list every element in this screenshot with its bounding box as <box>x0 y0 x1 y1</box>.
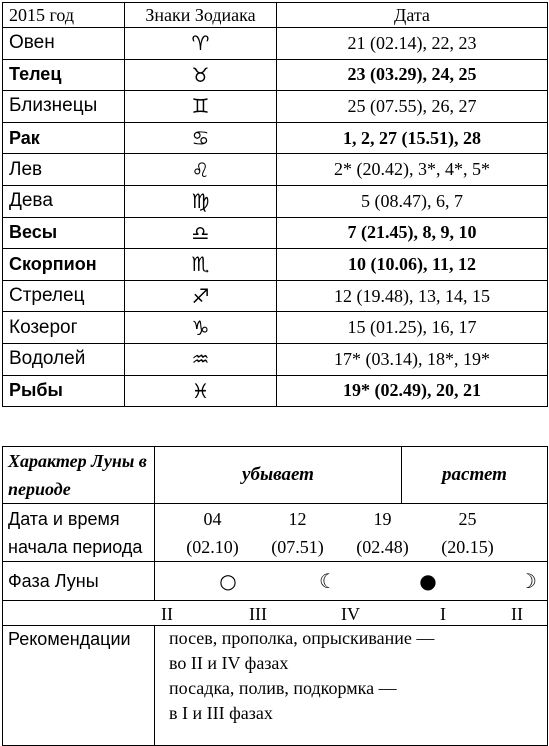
zodiac-row-pisces <box>3 375 548 407</box>
dates-label-line2: начала периода <box>8 536 143 557</box>
capricorn-icon: ♑︎ <box>125 312 277 344</box>
zodiac-row-gemini <box>3 91 548 123</box>
period-day-1: 04 <box>203 508 222 529</box>
sign-name: Близнецы <box>3 91 125 123</box>
dates-values <box>155 504 548 562</box>
sign-name: Скорпион <box>3 249 125 281</box>
aries-icon: ♈︎ <box>125 28 277 60</box>
zodiac-row-scorpio <box>3 249 548 281</box>
virgo-icon: ♍︎ <box>125 185 277 217</box>
moon-quarter-row <box>3 601 548 626</box>
sign-name: Стрелец <box>3 280 125 312</box>
header-date: Дата <box>277 3 548 28</box>
sign-name: Овен <box>3 28 125 60</box>
phase-values <box>155 562 548 601</box>
waning-crescent-icon: ☾ <box>319 569 337 593</box>
quarter-3: IV <box>341 604 360 624</box>
moon-waning: убывает <box>155 447 402 504</box>
zodiac-row-sagittarius <box>3 280 548 312</box>
period-time-3: (02.48) <box>356 536 409 557</box>
period-time-2: (07.51) <box>271 536 324 557</box>
zodiac-row-taurus <box>3 59 548 91</box>
taurus-icon: ♉︎ <box>125 59 277 91</box>
moon-recommendations-row <box>3 626 548 746</box>
leo-icon: ♌︎ <box>125 154 277 186</box>
sign-name: Дева <box>3 185 125 217</box>
header-year: 2015 год <box>3 3 125 28</box>
gemini-icon: ♊︎ <box>125 91 277 123</box>
zodiac-row-capricorn <box>3 312 548 344</box>
moon-character-label: Характер Луны в периоде <box>3 447 155 504</box>
sign-dates: 21 (02.14), 22, 23 <box>277 28 548 60</box>
zodiac-table <box>2 2 548 407</box>
sign-dates: 12 (19.48), 13, 14, 15 <box>277 280 548 312</box>
sign-name: Телец <box>3 59 125 91</box>
dates-label-line1: Дата и время <box>8 508 120 529</box>
dates-label <box>3 504 155 562</box>
quarter-values <box>3 601 548 626</box>
sign-dates: 15 (01.25), 16, 17 <box>277 312 548 344</box>
cancer-icon: ♋︎ <box>125 122 277 154</box>
zodiac-row-aries <box>3 28 548 60</box>
moon-table <box>2 446 548 746</box>
period-date-4 <box>425 505 510 561</box>
sagittarius-icon: ♐︎ <box>125 280 277 312</box>
quarter-4: I <box>440 604 446 624</box>
sign-dates: 1, 2, 27 (15.51), 28 <box>277 122 548 154</box>
zodiac-row-virgo <box>3 185 548 217</box>
recommendation-line-1: посев, прополка, опрыскивание — <box>169 628 435 648</box>
waxing-crescent-icon: ☽ <box>519 569 537 593</box>
recommendation-line-4: в I и III фазах <box>169 703 273 723</box>
period-time-4: (20.15) <box>441 536 494 557</box>
libra-icon: ♎︎ <box>125 217 277 249</box>
zodiac-row-leo <box>3 154 548 186</box>
zodiac-row-libra <box>3 217 548 249</box>
sign-dates: 10 (10.06), 11, 12 <box>277 249 548 281</box>
quarter-2: III <box>249 604 267 624</box>
sign-name: Водолей <box>3 343 125 375</box>
sign-name: Весы <box>3 217 125 249</box>
sign-name: Рыбы <box>3 375 125 407</box>
sign-dates: 2* (20.42), 3*, 4*, 5* <box>277 154 548 186</box>
quarter-5: II <box>511 604 523 624</box>
quarter-1: II <box>161 604 173 624</box>
sign-name: Лев <box>3 154 125 186</box>
zodiac-row-aquarius <box>3 343 548 375</box>
period-day-4: 25 <box>458 508 477 529</box>
zodiac-row-cancer <box>3 122 548 154</box>
sign-dates: 25 (07.55), 26, 27 <box>277 91 548 123</box>
scorpio-icon: ♏︎ <box>125 249 277 281</box>
sign-dates: 19* (02.49), 20, 21 <box>277 375 548 407</box>
sign-dates: 23 (03.29), 24, 25 <box>277 59 548 91</box>
aquarius-icon: ♒︎ <box>125 343 277 375</box>
pisces-icon: ♓︎ <box>125 375 277 407</box>
moon-character-row <box>3 447 548 504</box>
zodiac-table-body <box>3 3 548 407</box>
full-moon-icon: ○ <box>219 569 237 593</box>
sign-dates: 7 (21.45), 8, 9, 10 <box>277 217 548 249</box>
period-date-3 <box>340 505 425 561</box>
recommendations-label: Рекомендации <box>3 626 155 746</box>
period-day-3: 19 <box>373 508 392 529</box>
sign-dates: 5 (08.47), 6, 7 <box>277 185 548 217</box>
new-moon-icon: ● <box>419 569 437 593</box>
moon-dates-row <box>3 504 548 562</box>
zodiac-header-row <box>3 3 548 28</box>
sign-name: Козерог <box>3 312 125 344</box>
moon-phase-row <box>3 562 548 601</box>
recommendation-line-2: во II и IV фазах <box>169 653 289 673</box>
period-date-1 <box>170 505 255 561</box>
phase-label: Фаза Луны <box>3 562 155 601</box>
sign-name: Рак <box>3 122 125 154</box>
period-date-2 <box>255 505 340 561</box>
sign-dates: 17* (03.14), 18*, 19* <box>277 343 548 375</box>
moon-waxing: растет <box>402 447 548 504</box>
recommendations-text <box>155 626 548 746</box>
period-time-1: (02.10) <box>186 536 239 557</box>
recommendation-line-3: посадка, полив, подкормка — <box>169 678 397 698</box>
period-day-2: 12 <box>288 508 307 529</box>
header-signs: Знаки Зодиака <box>125 3 277 28</box>
